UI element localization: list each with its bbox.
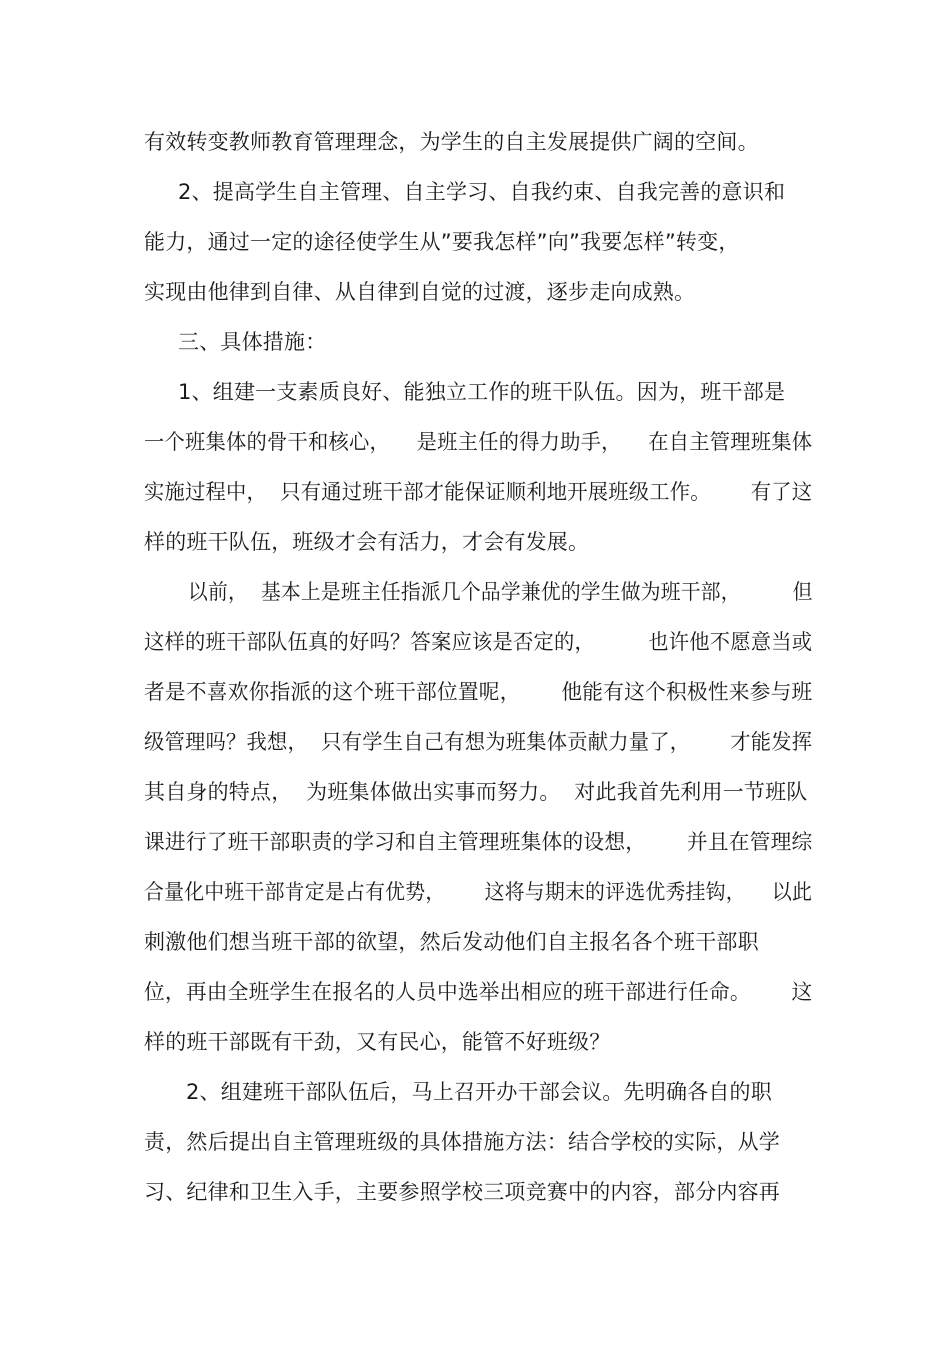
text-line: 有效转变教师教育管理理念，为学生的自主发展提供广阔的空间。 [144,130,759,154]
text-line: 1、组建一支素质良好、能独立工作的班干队伍。因为，班干部是 [178,380,786,404]
text-line: 一个班集体的骨干和核心， 是班主任的得力助手， 在自主管理班集体 [144,430,813,454]
text-line: 以前， 基本上是班主任指派几个品学兼优的学生做为班干部， 但 [188,580,813,604]
text-line: 这样的班干部队伍真的好吗？答案应该是否定的， 也许他不愿意当或 [144,630,813,654]
text-line: 样的班干部既有干劲，又有民心，能管不好班级？ [144,1030,611,1054]
text-line: 责，然后提出自主管理班级的具体措施方法：结合学校的实际，从学 [144,1130,780,1154]
text-line: 级管理吗？我想， 只有学生自己有想为班集体贡献力量了， 才能发挥 [144,730,813,754]
text-line: 其自身的特点， 为班集体做出实事而努力。 对此我首先利用一节班队 [144,780,808,804]
section-heading: 三、具体措施： [178,330,327,354]
text-line: 2、组建班干部队伍后，马上召开办干部会议。先明确各自的职 [186,1080,772,1104]
text-line: 习、纪律和卫生入手，主要参照学校三项竞赛中的内容，部分内容再 [144,1180,780,1204]
text-line: 位，再由全班学生在报名的人员中选举出相应的班干部进行任命。 这 [144,980,813,1004]
text-line: 实现由他律到自律、从自律到自觉的过渡，逐步走向成熟。 [144,280,696,304]
text-line: 能力，通过一定的途径使学生从”要我怎样”向”我要怎样”转变， [144,230,740,254]
text-line: 刺激他们想当班干部的欲望，然后发动他们自主报名各个班干部职 [144,930,759,954]
text-line: 课进行了班干部职责的学习和自主管理班集体的设想， 并且在管理综 [144,830,813,854]
text-line: 实施过程中， 只有通过班干部才能保证顺利地开展班级工作。 有了这 [144,480,813,504]
text-line: 者是不喜欢你指派的这个班干部位置呢， 他能有这个积极性来参与班 [144,680,813,704]
text-line: 2、提高学生自主管理、自主学习、自我约束、自我完善的意识和 [178,180,786,204]
text-line: 合量化中班干部肯定是占有优势， 这将与期末的评选优秀挂钩， 以此 [144,880,813,904]
text-line: 样的班干队伍，班级才会有活力，才会有发展。 [144,530,590,554]
